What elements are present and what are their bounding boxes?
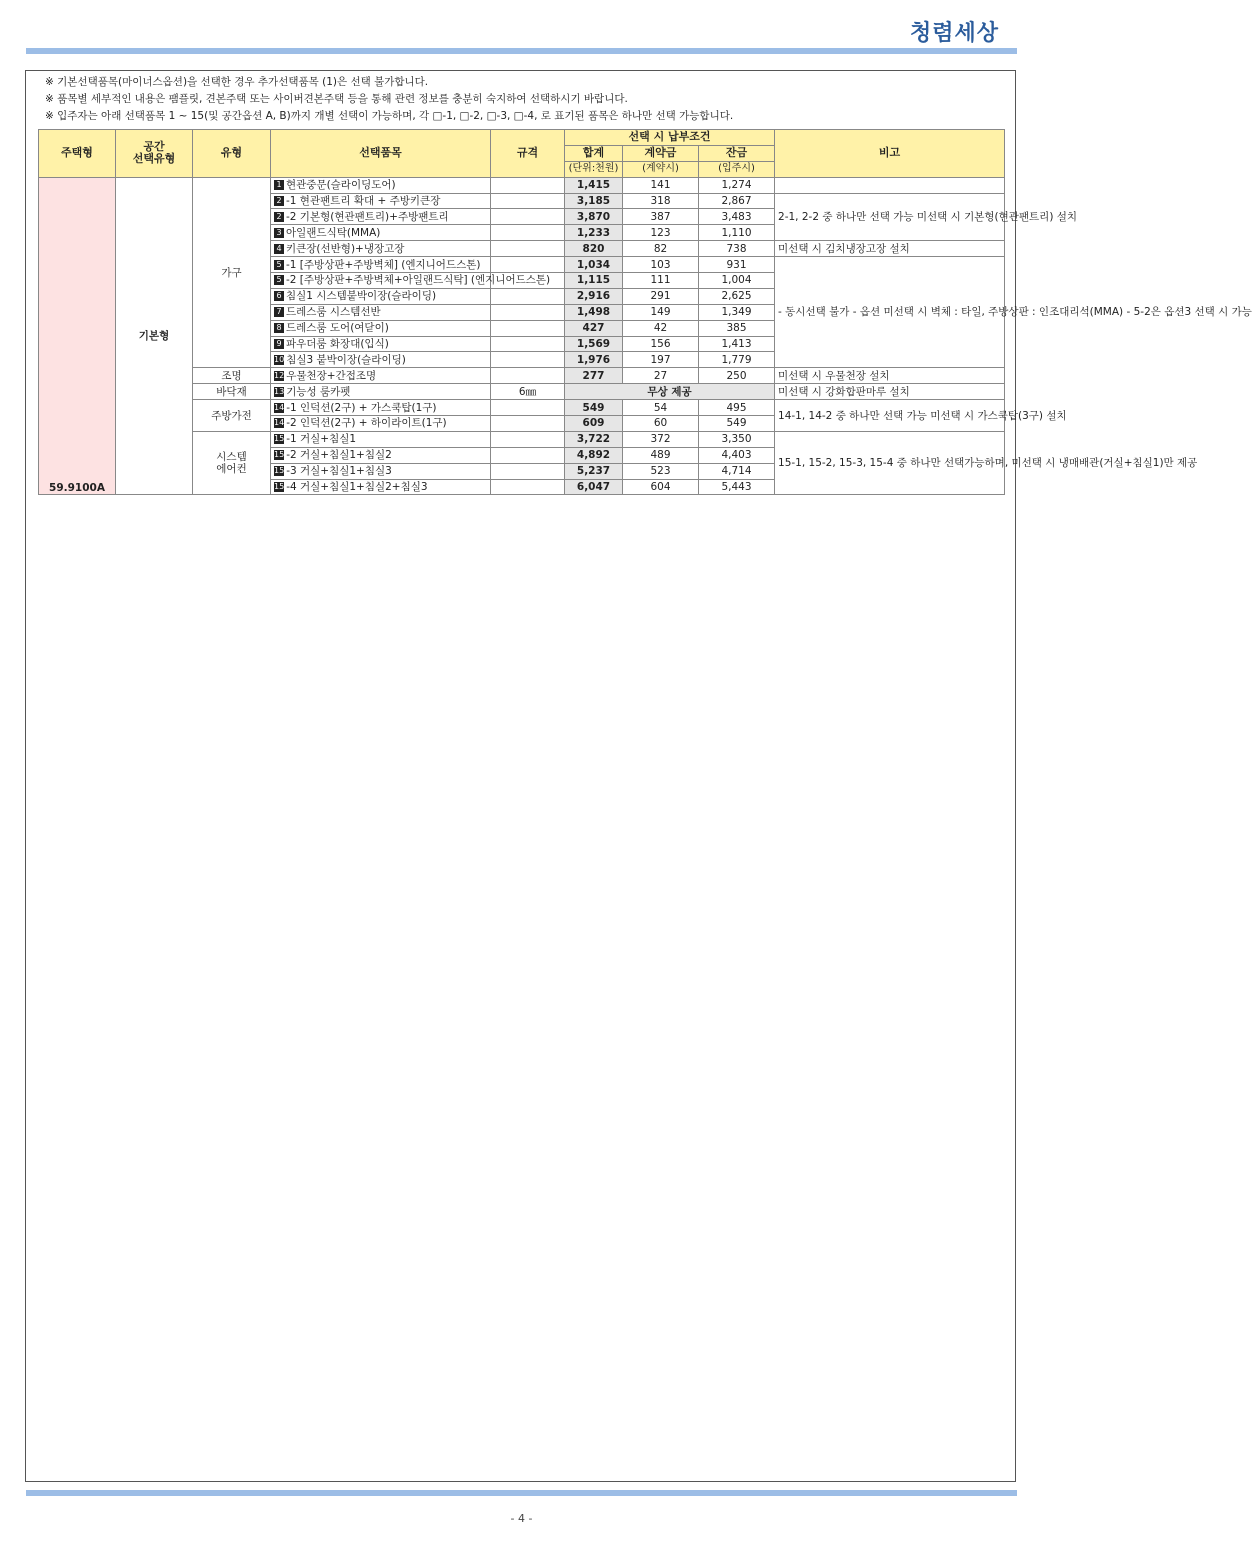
item-label: -4 거실+침실1+침실2+침실3 — [286, 481, 428, 494]
th-deposit: 계약금 — [623, 145, 699, 161]
item-label: 우물천장+간접조명 — [286, 369, 377, 382]
deposit-cell: 387 — [623, 209, 699, 225]
item-cell — [271, 463, 491, 479]
spec-cell — [491, 241, 565, 257]
item-number-badge: 4 — [274, 244, 284, 254]
space-type-cell: 기본형 — [116, 177, 193, 495]
total-cell: 1,976 — [565, 352, 623, 368]
deposit-cell: 123 — [623, 225, 699, 241]
item-cell — [271, 447, 491, 463]
total-cell: 1,233 — [565, 225, 623, 241]
remarks-cell — [775, 177, 1005, 193]
deposit-cell: 489 — [623, 447, 699, 463]
item-label: 침실1 시스템붙박이장(슬라이딩) — [286, 290, 437, 303]
note-3: ※ 입주자는 아래 선택품목 1 ~ 15(및 공간옵션 A, B)까지 개별 선택이 가능하며, 각 □-1, □-2, □-3, □-4, 로 표기된 품목은 하나만 선택 가능합니다. — [45, 110, 734, 122]
item-number-badge: 14 — [274, 402, 285, 412]
th-balance-sub: (입주시) — [699, 161, 775, 177]
item-cell — [271, 304, 491, 320]
item-number-badge: 5 — [274, 260, 284, 270]
page-number: - 4 - — [510, 1512, 533, 1525]
total-cell: 4,892 — [565, 447, 623, 463]
item-cell — [271, 384, 491, 400]
total-cell: 2,916 — [565, 288, 623, 304]
balance-cell: 385 — [699, 320, 775, 336]
remarks-cell: 미선택 시 김치냉장고장 설치 — [775, 241, 1005, 257]
item-label: -3 거실+침실1+침실3 — [286, 465, 392, 478]
item-label: -2 기본형(현관팬트리)+주방팬트리 — [286, 210, 449, 223]
spec-cell — [491, 225, 565, 241]
item-number-badge: 7 — [274, 307, 284, 317]
balance-cell: 4,714 — [699, 463, 775, 479]
spec-cell — [491, 400, 565, 416]
th-house-type: 주택형 — [39, 130, 116, 178]
item-number-badge: 15 — [274, 434, 285, 444]
spec-cell — [491, 209, 565, 225]
item-cell — [271, 288, 491, 304]
item-label: 파우더룸 화장대(입식) — [286, 338, 389, 351]
item-number-badge: 14 — [274, 418, 285, 428]
item-label: 아일랜드식탁(MMA) — [286, 226, 381, 239]
deposit-cell: 111 — [623, 273, 699, 289]
total-cell: 1,498 — [565, 304, 623, 320]
option-table-body — [39, 177, 1252, 495]
total-cell: 5,237 — [565, 463, 623, 479]
th-spec: 규격 — [491, 130, 565, 178]
deposit-cell: 372 — [623, 431, 699, 447]
item-number-badge: 1 — [274, 180, 284, 190]
item-number-badge: 10 — [274, 354, 285, 364]
item-label: 키큰장(선반형)+냉장고장 — [286, 242, 405, 255]
balance-cell: 2,867 — [699, 193, 775, 209]
item-cell — [271, 193, 491, 209]
spec-cell — [491, 320, 565, 336]
deposit-cell: 149 — [623, 304, 699, 320]
item-label: 드레스룸 시스템선반 — [286, 306, 381, 319]
spec-cell — [491, 352, 565, 368]
item-number-badge: 15 — [274, 466, 285, 476]
category-cell: 시스템 에어컨 — [193, 431, 271, 495]
spec-cell — [491, 479, 565, 495]
balance-cell: 3,350 — [699, 431, 775, 447]
free-provision-cell: 무상 제공 — [565, 384, 775, 400]
item-label: -1 인덕션(2구) + 가스쿡탑(1구) — [286, 401, 437, 414]
remarks-cell: 미선택 시 강화합판마루 설치 — [775, 384, 1005, 400]
balance-cell: 549 — [699, 416, 775, 432]
item-cell — [271, 257, 491, 273]
spec-cell — [491, 416, 565, 432]
category-cell: 조명 — [193, 368, 271, 384]
remarks-cell: - 동시선택 불가 - 옵션 미선택 시 벽체 : 타일, 주방상판 : 인조대리석(MMA) - 5-2은 옵션3 선택 시 가능 — [775, 257, 1005, 368]
item-cell — [271, 241, 491, 257]
th-category: 유형 — [193, 130, 271, 178]
remarks-cell: 2-1, 2-2 중 하나만 선택 가능 미선택 시 기본형(현관팬트리) 설치 — [775, 193, 1005, 241]
total-cell: 1,115 — [565, 273, 623, 289]
total-cell: 277 — [565, 368, 623, 384]
balance-cell: 3,483 — [699, 209, 775, 225]
item-label: -2 거실+침실1+침실2 — [286, 449, 392, 462]
brand-logo: 청렴세상 — [909, 20, 999, 46]
item-number-badge: 13 — [274, 386, 285, 396]
th-total-unit: (단위:천원) — [565, 161, 623, 177]
remarks-cell: 14-1, 14-2 중 하나만 선택 가능 미선택 시 가스쿡탑(3구) 설치 — [775, 400, 1005, 432]
item-label: -1 현관팬트리 확대 + 주방키큰장 — [286, 195, 441, 207]
th-item: 선택품목 — [271, 130, 491, 178]
item-number-badge: 12 — [274, 370, 285, 380]
balance-cell: 1,274 — [699, 177, 775, 193]
th-payment: 선택 시 납부조건 — [565, 130, 775, 146]
item-label: -1 [주방상판+주방벽체] (엔지니어드스톤) — [286, 258, 481, 271]
item-number-badge: 8 — [274, 323, 284, 333]
deposit-cell: 197 — [623, 352, 699, 368]
option-table — [38, 129, 1252, 495]
total-cell: 820 — [565, 241, 623, 257]
total-cell: 3,870 — [565, 209, 623, 225]
item-cell — [271, 209, 491, 225]
spec-cell — [491, 368, 565, 384]
note-2: ※ 품목별 세부적인 내용은 팸플릿, 견본주택 또는 사이버견본주택 등을 통해 관련 정보를 충분히 숙지하여 선택하시기 바랍니다. — [45, 93, 628, 105]
balance-cell: 738 — [699, 241, 775, 257]
house-type-cell: 59.9100A — [39, 177, 116, 495]
spec-cell — [491, 304, 565, 320]
spec-cell — [491, 463, 565, 479]
deposit-cell: 291 — [623, 288, 699, 304]
notes — [45, 74, 733, 125]
item-cell — [271, 431, 491, 447]
th-space-type: 공간 선택유형 — [116, 130, 193, 178]
item-number-badge: 2 — [274, 212, 284, 222]
deposit-cell: 318 — [623, 193, 699, 209]
category-cell: 주방가전 — [193, 400, 271, 432]
item-cell — [271, 479, 491, 495]
deposit-cell: 141 — [623, 177, 699, 193]
spec-cell — [491, 447, 565, 463]
balance-cell: 1,413 — [699, 336, 775, 352]
deposit-cell: 523 — [623, 463, 699, 479]
balance-cell: 931 — [699, 257, 775, 273]
deposit-cell: 27 — [623, 368, 699, 384]
item-cell — [271, 320, 491, 336]
item-label: 기능성 룸카펫 — [286, 385, 351, 398]
total-cell: 1,415 — [565, 177, 623, 193]
balance-cell: 1,349 — [699, 304, 775, 320]
total-cell: 609 — [565, 416, 623, 432]
spec-cell — [491, 431, 565, 447]
deposit-cell: 156 — [623, 336, 699, 352]
item-number-badge: 9 — [274, 339, 284, 349]
item-cell — [271, 336, 491, 352]
category-cell: 가구 — [193, 177, 271, 368]
note-1: ※ 기본선택품목(마이너스옵션)을 선택한 경우 추가선택품목 (1)은 선택 불가합니다. — [45, 76, 429, 88]
balance-cell: 4,403 — [699, 447, 775, 463]
remarks-cell: 15-1, 15-2, 15-3, 15-4 중 하나만 선택가능하며, 미선택 시 냉매배관(거실+침실1)만 제공 — [775, 431, 1005, 495]
item-number-badge: 2 — [274, 196, 284, 206]
balance-cell: 1,004 — [699, 273, 775, 289]
table-row — [39, 177, 1005, 193]
item-label: 드레스룸 도어(여닫이) — [286, 322, 389, 335]
deposit-cell: 82 — [623, 241, 699, 257]
item-cell — [271, 177, 491, 193]
spec-cell — [491, 336, 565, 352]
th-total: 합계 — [565, 145, 623, 161]
deposit-cell: 42 — [623, 320, 699, 336]
item-cell — [271, 400, 491, 416]
total-cell: 3,185 — [565, 193, 623, 209]
deposit-cell: 103 — [623, 257, 699, 273]
spec-cell — [491, 177, 565, 193]
spec-cell — [491, 193, 565, 209]
item-cell — [271, 352, 491, 368]
spec-cell — [491, 288, 565, 304]
top-divider — [26, 48, 1017, 54]
item-label: -1 거실+침실1 — [286, 433, 357, 446]
item-number-badge: 5 — [274, 275, 284, 285]
balance-cell: 250 — [699, 368, 775, 384]
item-label: -2 인덕션(2구) + 하이라이트(1구) — [286, 417, 447, 430]
balance-cell: 495 — [699, 400, 775, 416]
remarks-cell: 미선택 시 우물천장 설치 — [775, 368, 1005, 384]
deposit-cell: 60 — [623, 416, 699, 432]
item-number-badge: 15 — [274, 482, 285, 492]
total-cell: 1,569 — [565, 336, 623, 352]
spec-cell: 6㎜ — [491, 384, 565, 400]
item-number-badge: 15 — [274, 450, 285, 460]
deposit-cell: 604 — [623, 479, 699, 495]
th-deposit-sub: (계약시) — [623, 161, 699, 177]
item-label: -2 [주방상판+주방벽체+아일랜드식탁] (엔지니어드스톤) — [286, 274, 551, 287]
total-cell: 6,047 — [565, 479, 623, 495]
item-cell — [271, 225, 491, 241]
balance-cell: 1,779 — [699, 352, 775, 368]
item-number-badge: 6 — [274, 291, 284, 301]
spec-cell — [491, 257, 565, 273]
deposit-cell: 54 — [623, 400, 699, 416]
item-number-badge: 3 — [274, 228, 284, 238]
total-cell: 427 — [565, 320, 623, 336]
item-label: 침실3 붙박이장(슬라이딩) — [286, 353, 406, 366]
balance-cell: 5,443 — [699, 479, 775, 495]
total-cell: 549 — [565, 400, 623, 416]
th-remarks: 비고 — [775, 130, 1005, 178]
item-label: 현관중문(슬라이딩도어) — [286, 179, 396, 192]
category-cell: 바닥재 — [193, 384, 271, 400]
item-cell — [271, 416, 491, 432]
balance-cell: 2,625 — [699, 288, 775, 304]
item-cell — [271, 368, 491, 384]
th-balance: 잔금 — [699, 145, 775, 161]
balance-cell: 1,110 — [699, 225, 775, 241]
bottom-divider — [26, 1490, 1017, 1496]
item-cell — [271, 273, 551, 289]
total-cell: 1,034 — [565, 257, 623, 273]
total-cell: 3,722 — [565, 431, 623, 447]
